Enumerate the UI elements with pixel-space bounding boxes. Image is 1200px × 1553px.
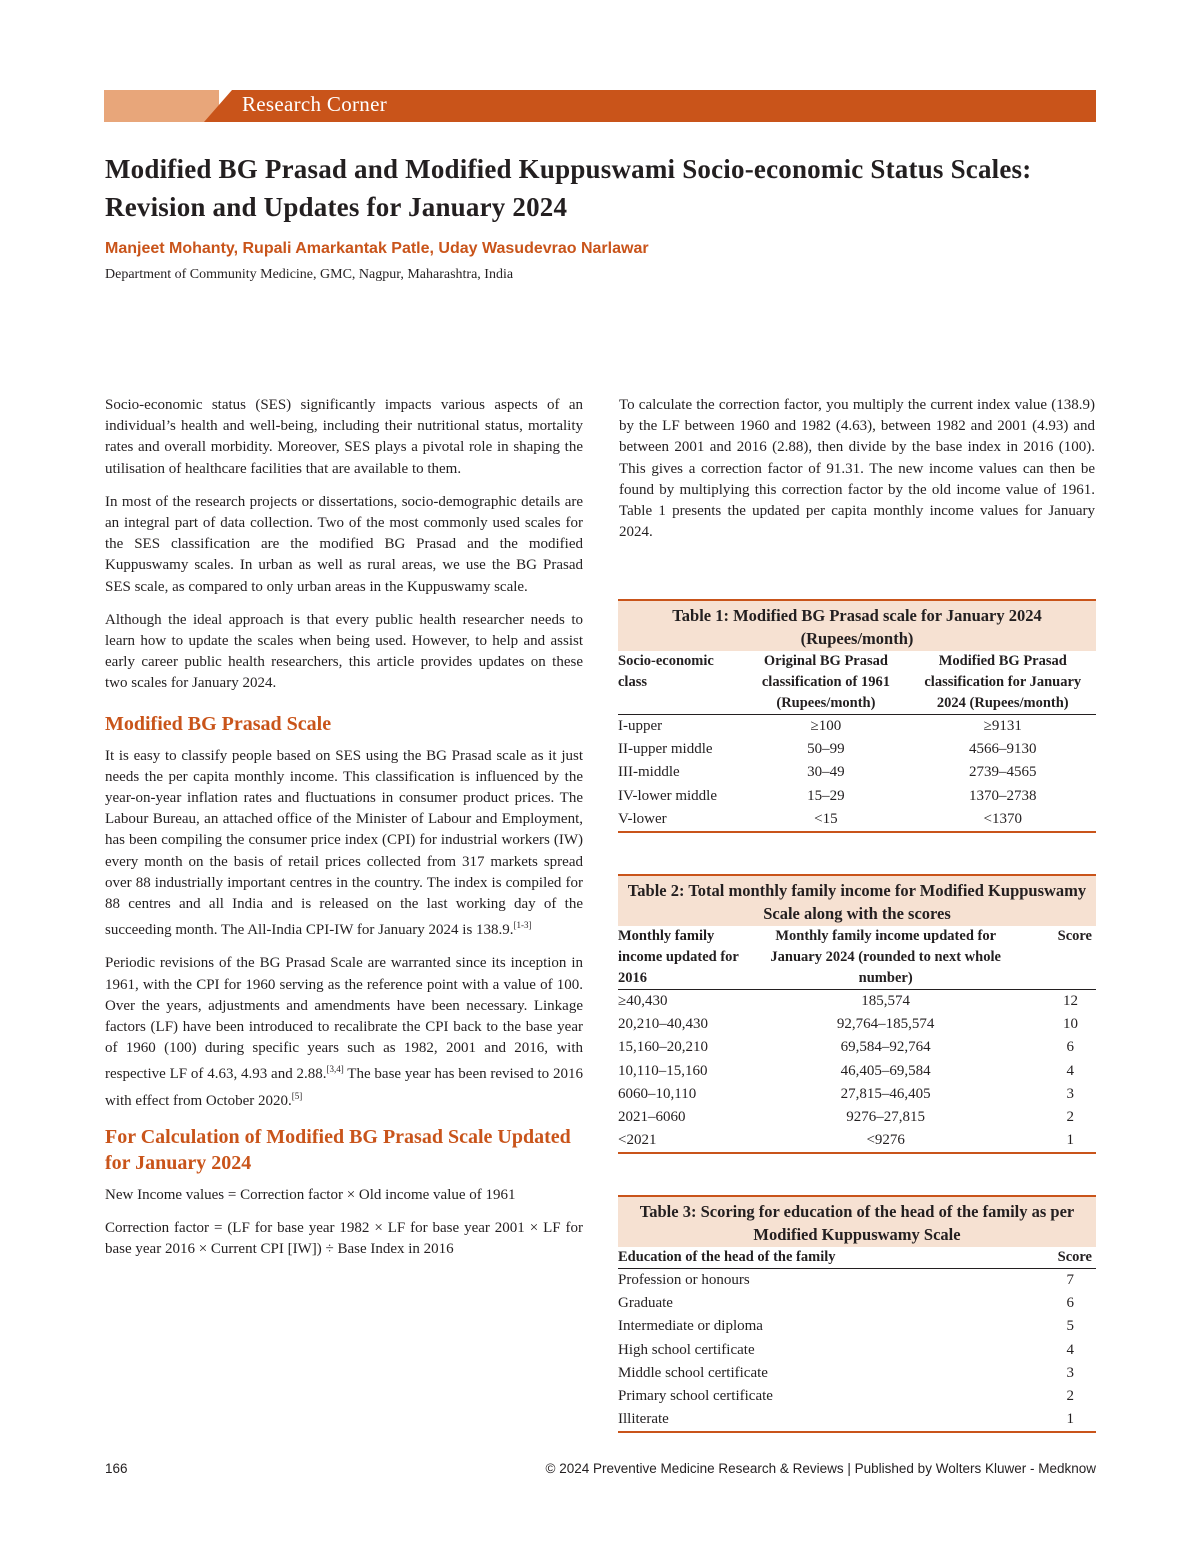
table-row	[618, 785, 1096, 808]
table-cell: 15–29	[807, 787, 845, 804]
table-cell: 15,160–20,210	[618, 1039, 708, 1056]
citation: [1-3]	[513, 920, 532, 931]
table-cell: Graduate	[618, 1295, 673, 1312]
paragraph: Socio-economic status (SES) significantly impacts various aspects of an individual’s health and well-being, including their nutritional status, mortality rates and overall morbidity. Moreover, SES plays a pivotal role in shaping the utilisation of healthcare facilities that are available to them.	[105, 397, 583, 477]
table-cell: <15	[814, 810, 838, 827]
column-header: Monthly family income updated for January 2024 (rounded to next whole number)	[761, 926, 1010, 990]
table-body	[618, 1247, 1096, 1431]
column-header: Original BG Prasad classification of 1961 (Rupees/month)	[742, 651, 909, 715]
table-cell: 185,574	[861, 993, 911, 1009]
table-row	[618, 1408, 1096, 1431]
table-title: Table 2: Total monthly family income for Modified Kuppuswamy Scale along with the scores	[618, 876, 1096, 926]
table-row	[618, 1269, 1096, 1293]
table-cell: I-upper	[618, 718, 663, 734]
paragraph	[105, 746, 583, 942]
table-body	[618, 926, 1096, 1152]
table-cell: <1370	[983, 810, 1023, 827]
table-cell: 2021–6060	[618, 1109, 686, 1126]
table-cell: <9276	[866, 1132, 905, 1149]
formula-paragraph: Correction factor = (LF for base year 1982 × LF for base year 2001 × LF for base year 2016 × Current CPI [IW]) ÷ Base Index in 2016	[105, 1220, 583, 1258]
table-cell: 46,405–69,584	[840, 1062, 931, 1079]
paragraph	[105, 953, 583, 1111]
table-cell: 3	[1066, 1364, 1074, 1381]
table-cell: 4	[1066, 1341, 1074, 1358]
paragraph-text: Periodic revisions of the BG Prasad Scale are warranted since its inception in 1961, with the CPI for 1960 serving as the reference point with a value of 100. Over the years, adjustments and amendments have been necessary. Linkage factors (LF) have been introduced to recalibrate the CPI back to the base year of 1960 (100) during specific years such as 1982, 2001 and 2016, with respective LF of 4.63, 4.93 and 2.88.	[105, 955, 583, 1083]
formula-paragraph: New Income values = Correction factor × Old income value of 1961	[105, 1186, 516, 1203]
table-cell: 50–99	[807, 741, 845, 758]
citation: [5]	[291, 1090, 303, 1101]
table-cell: Middle school certificate	[618, 1364, 768, 1381]
table-cell: 1	[1066, 1132, 1074, 1149]
table-title: Table 1: Modified BG Prasad scale for January 2024 (Rupees/month)	[618, 601, 1096, 651]
table-3	[618, 1195, 1096, 1433]
column-header: Education of the head of the family	[618, 1247, 1000, 1269]
table-cell: Illiterate	[618, 1411, 669, 1428]
table-cell: 12	[1063, 993, 1078, 1009]
table-cell: 2	[1066, 1388, 1074, 1405]
page-number: 166	[105, 1461, 128, 1476]
table-cell: 30–49	[807, 764, 845, 781]
copyright-line: © 2024 Preventive Medicine Research & Reviews | Published by Wolters Kluwer - Medknow	[545, 1461, 1096, 1476]
table-cell: <2021	[618, 1132, 657, 1149]
table-row	[618, 1036, 1096, 1059]
table-cell: 3	[1066, 1085, 1074, 1102]
table-cell: 4	[1066, 1062, 1074, 1079]
right-column	[619, 395, 1095, 555]
table-row	[618, 715, 1096, 739]
table-cell: III-middle	[618, 764, 680, 781]
column-header: Socio-economic class	[618, 651, 742, 715]
section-heading: For Calculation of Modified BG Prasad Scale Updated for January 2024	[105, 1125, 571, 1174]
column-header: Score	[1010, 926, 1096, 990]
table-cell: ≥40,430	[618, 993, 668, 1009]
banner-accent	[104, 90, 219, 122]
table-cell: 6	[1066, 1295, 1074, 1312]
section-heading: Modified BG Prasad Scale	[105, 712, 332, 735]
column-header: Modified BG Prasad classification for January 2024 (Rupees/month)	[910, 651, 1096, 715]
table-cell: IV-lower middle	[618, 787, 718, 804]
table-title: Table 3: Scoring for education of the head of the family as per Modified Kuppuswamy Scale	[618, 1197, 1096, 1247]
table-cell: High school certificate	[618, 1341, 755, 1358]
table-1	[618, 599, 1096, 833]
table-cell: 6	[1066, 1039, 1074, 1056]
section-label: Research Corner	[242, 92, 388, 116]
paragraph: In most of the research projects or dissertations, socio-demographic details are an integral part of data collection. Two of the most commonly used scales for the SES classification are the modified BG Prasad and the modified Kuppuswamy scales. In urban as well as rural areas, we use the BG Prasad SES scale, as compared to only urban areas in the Kuppuswamy scale.	[105, 493, 583, 595]
table-row	[618, 1292, 1096, 1315]
paragraph-text: The base year has been revised to 2016 with effect from October 2020.	[105, 1066, 583, 1109]
table-row	[618, 1129, 1096, 1152]
table-cell: 10,110–15,160	[618, 1062, 708, 1079]
table-cell: 9276–27,815	[846, 1109, 926, 1126]
table-cell: 1370–2738	[969, 787, 1037, 804]
table-row	[618, 1315, 1096, 1338]
table-cell: 6060–10,110	[618, 1085, 697, 1102]
table-row	[618, 808, 1096, 831]
table-2	[618, 874, 1096, 1154]
paragraph: To calculate the correction factor, you multiply the current index value (138.9) by the LF between 1960 and 1982 (4.63), between 1982 and 2001 (4.93) and between 2001 and 2016 (2.88), then divide by the base index in 2016 (100). This gives a correction factor of 91.31. The new income values can then be found by multiplying this correction factor by the old income value of 1961. Table 1 presents the updated per capita monthly income values for January 2024.	[619, 397, 1095, 541]
table-cell: II-upper middle	[618, 741, 713, 758]
table-row	[618, 738, 1096, 761]
article-authors: Manjeet Mohanty, Rupali Amarkantak Patle, Uday Wasudevrao Narlawar	[105, 240, 649, 257]
table-cell: 20,210–40,430	[618, 1016, 708, 1033]
article-title: Modified BG Prasad and Modified Kuppuswami Socio-economic Status Scales: Revision and Updates for January 2024	[105, 154, 1032, 222]
column-header: Score	[1000, 1247, 1096, 1269]
table-row	[618, 1013, 1096, 1036]
table-cell: 27,815–46,405	[840, 1085, 931, 1102]
table-cell: 10	[1063, 1016, 1078, 1033]
paragraph-text: It is easy to classify people based on SES using the BG Prasad scale as it just needs the per capita monthly income. This classification is influenced by the year-on-year inflation rates and fluctuations in consumer product prices. The Labour Bureau, an attached office of the Minister of Labour and Employment, has been compiling the consumer price index (CPI) for industrial workers (IW) every month on the basis of retail prices collected from 317 markets spread over 88 industrially important centres in the country. The index is compiled for 88 centres and all India and is released on the last working day of the succeeding month. The All-India CPI-IW for January 2024 is 138.9.	[105, 747, 583, 939]
table-cell: Primary school certificate	[618, 1388, 773, 1405]
table-cell: 2739–4565	[969, 764, 1037, 781]
table-cell: 92,764–185,574	[836, 1016, 935, 1033]
table-row	[618, 1339, 1096, 1362]
table-row	[618, 1060, 1096, 1083]
article-affiliation: Department of Community Medicine, GMC, Nagpur, Maharashtra, India	[105, 267, 514, 282]
column-header: Monthly family income updated for 2016	[618, 926, 761, 990]
table-row	[618, 1385, 1096, 1408]
table-cell: 69,584–92,764	[840, 1039, 931, 1056]
table-cell: 5	[1066, 1318, 1074, 1335]
table-cell: 1	[1066, 1411, 1074, 1428]
table-row	[618, 1362, 1096, 1385]
table-cell: 4566–9130	[969, 741, 1037, 758]
left-column	[105, 395, 583, 1273]
citation: [3,4]	[326, 1064, 344, 1075]
section-banner	[104, 90, 1096, 122]
table-cell: Profession or honours	[618, 1272, 750, 1288]
table-row	[618, 761, 1096, 784]
table-cell: ≥9131	[983, 718, 1022, 734]
table-cell: 2	[1066, 1109, 1074, 1126]
table-cell: Intermediate or diploma	[618, 1318, 763, 1335]
table-row	[618, 1083, 1096, 1106]
table-cell: 7	[1066, 1272, 1074, 1288]
table-cell: ≥100	[810, 718, 842, 734]
paragraph: Although the ideal approach is that every public health researcher needs to learn how to update the scales when being used. However, to help and assist early career public health researchers, this article provides updates on these two scales for January 2024.	[105, 611, 583, 692]
table-cell: V-lower	[618, 810, 667, 827]
table-row	[618, 990, 1096, 1014]
table-body	[618, 651, 1096, 831]
table-row	[618, 1106, 1096, 1129]
